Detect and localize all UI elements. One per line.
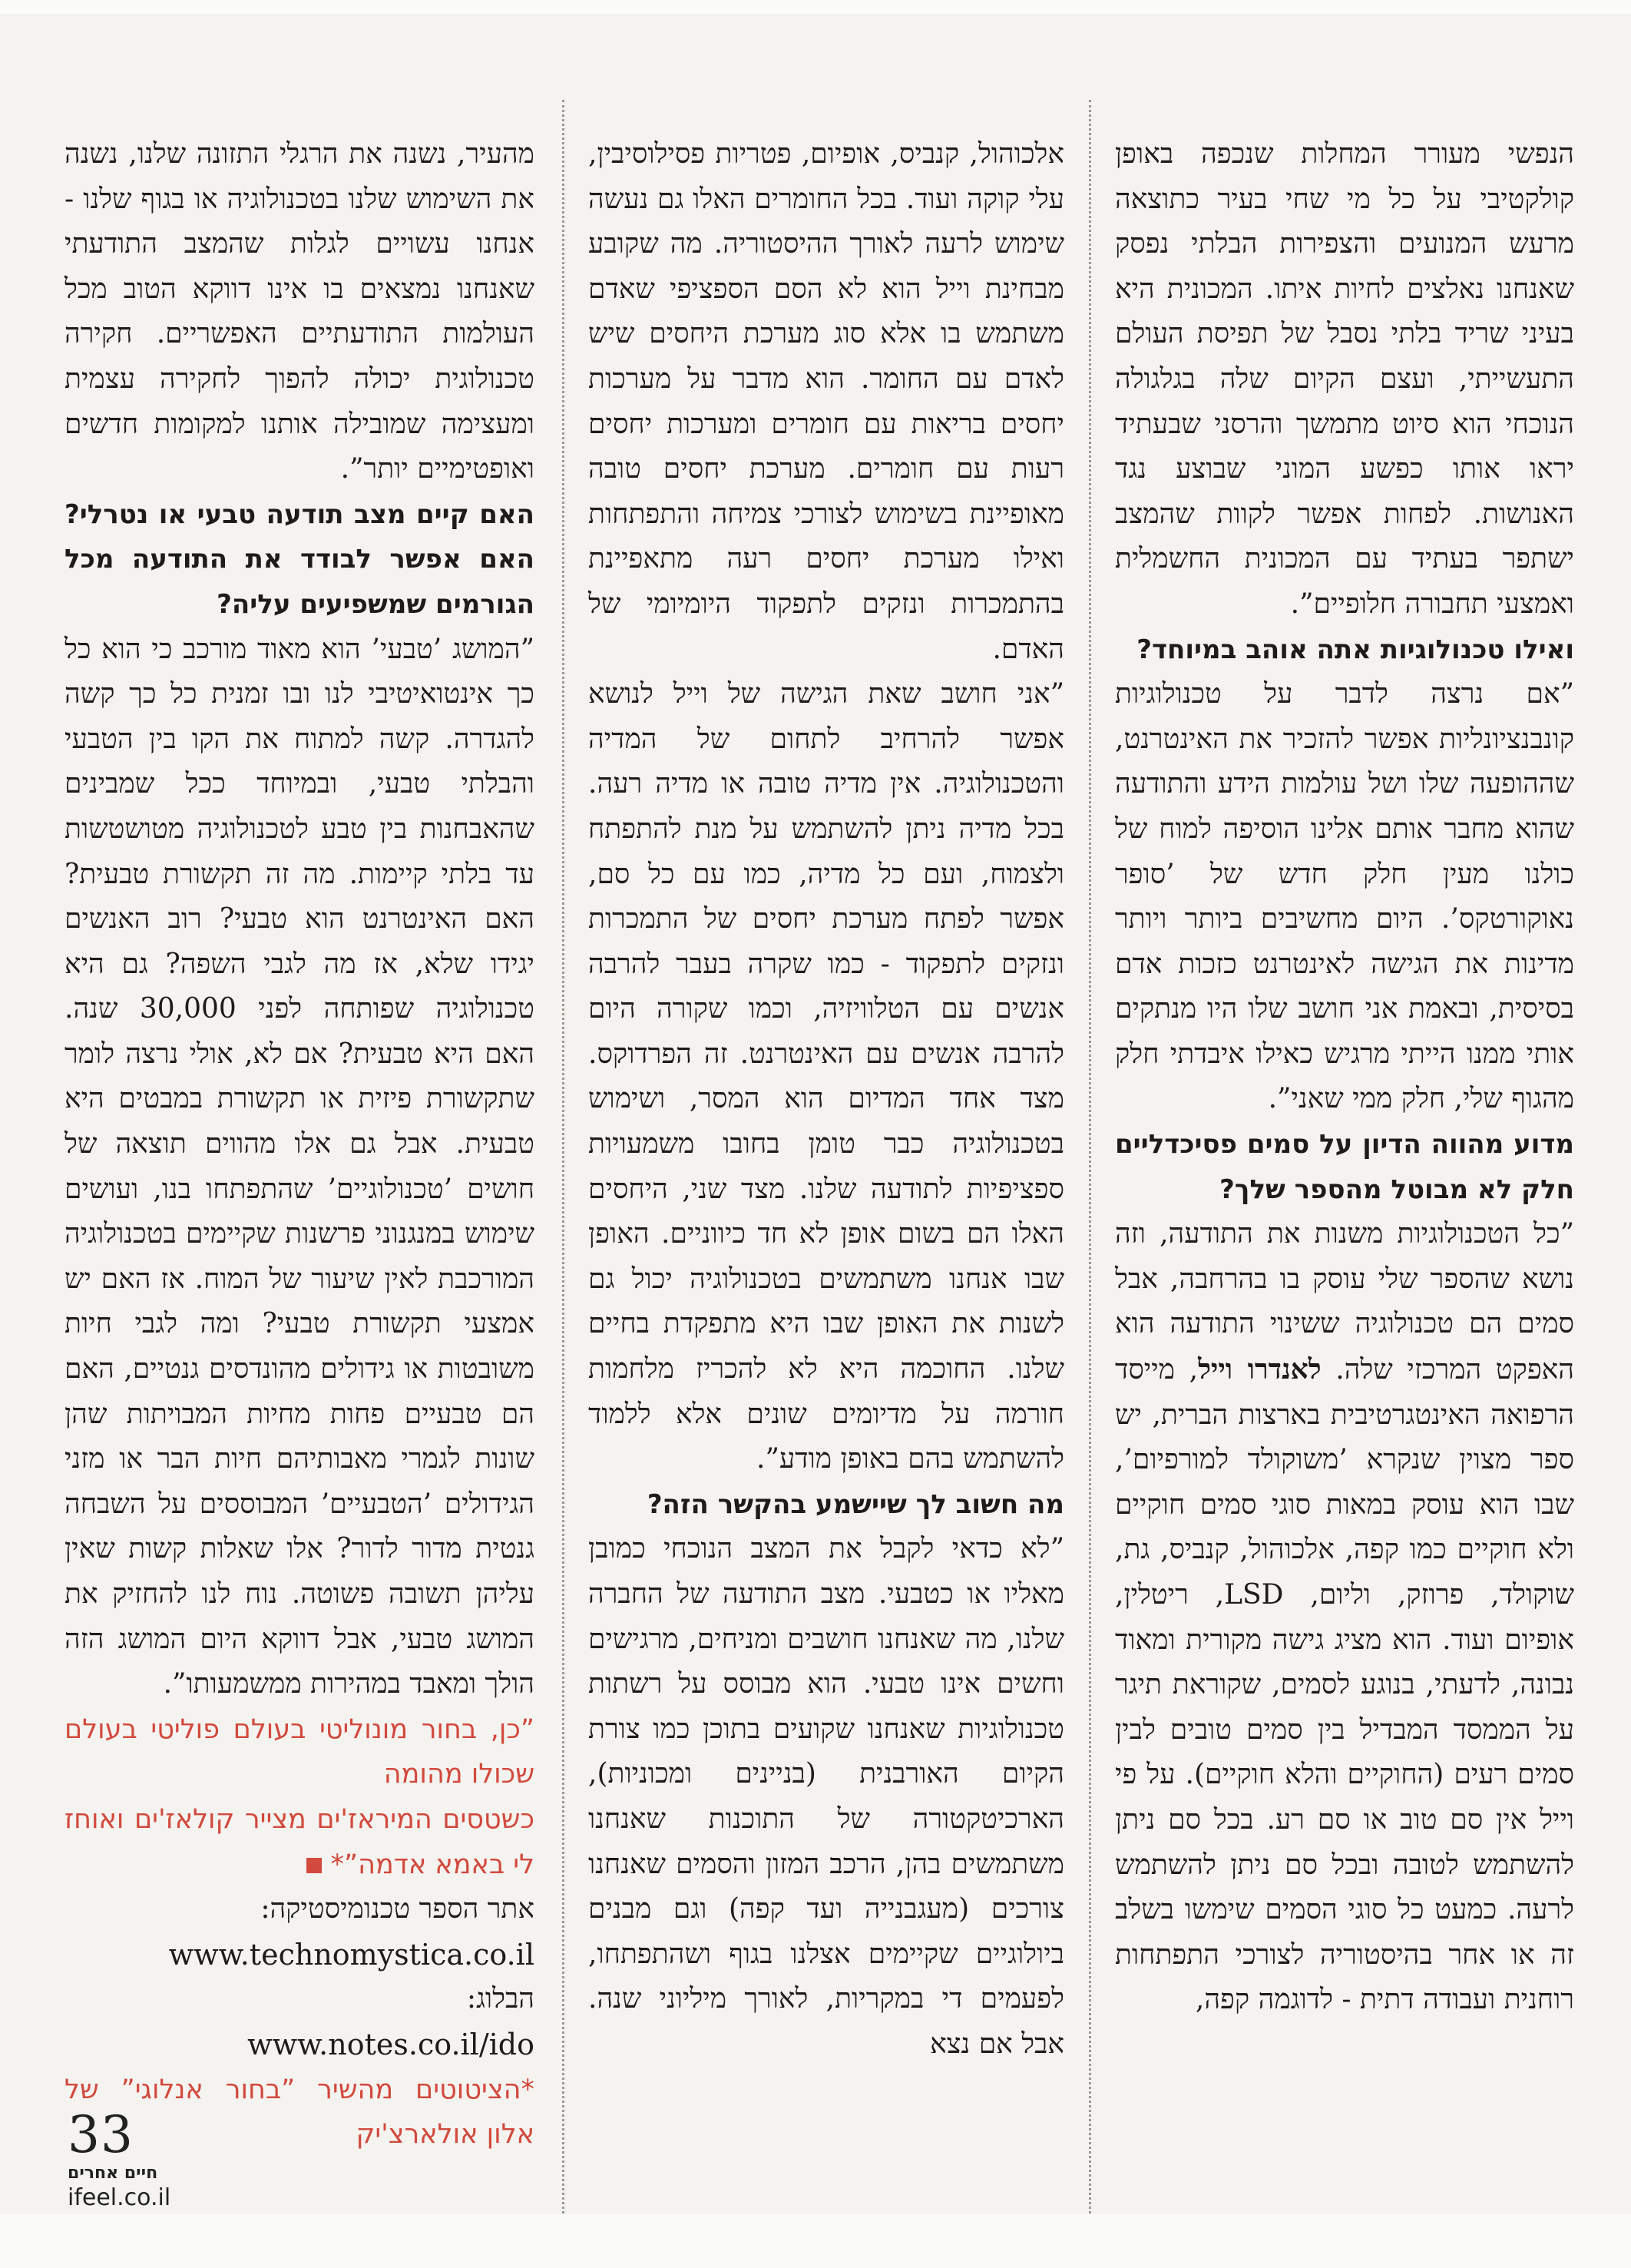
magazine-website[interactable]: ifeel.co.il <box>68 2184 171 2211</box>
article-column-right <box>1115 132 1574 2052</box>
paragraph: הנפשי מעורר המחלות שנכפה באופן קולקטיבי על כל מי שחי בעיר כתוצאה מרעש המנועים והצפירות הבלתי נפסק שאנחנו נאלצים לחיות איתו. המכונית היא בעיני שריד בלתי נסבל של תפיסת העולם התעשייתי, ועצם הקיום שלה בגלגולה הנוכחי הוא סיוט מתמשך והרסני שבעתיד יראו אותו כפשע המוני שבוצע נגד האנושות. לפחות אפשר לקוות שהמצב ישתפר בעתיד עם המכונית החשמלית ואמצעי תחבורה חלופיים”. <box>1115 138 1574 620</box>
person-name: לאנדרו וייל <box>1198 1353 1322 1386</box>
paragraph: מהעיר, נשנה את הרגלי התזונה שלנו, נשנה את השימוש שלנו בטכנולוגיה או בגוף שלנו - אנחנו עשויים לגלות שהמצב התודעתי שאנחנו נמצאים בו אינו דווקא הטוב מכל העולמות התודעתיים האפשריים. חקירה טכנולוגית יכולה להפוך לחקירה עצמית ומעצימה שמובילה אותנו למקומות חדשים ואופטימיים יותר”. <box>65 138 534 485</box>
song-quote-text: כשטסים המיראז'ים מצייר קולאז'ים ואוחז לי באמא אדמה”* <box>65 1803 534 1880</box>
song-quote <box>65 1797 534 1887</box>
paragraph <box>1115 1212 1574 2023</box>
interview-question: מה חשוב לך שיישמע בהקשר הזה? <box>647 1488 1064 1520</box>
site-url-link[interactable]: www.technomystica.co.il <box>168 1937 534 1972</box>
interview-question: האם קיים מצב תודעה טבעי או נטרלי? האם אפשר לבודד את התודעה מכל הגורמים שמשפיעים עליה? <box>65 498 534 620</box>
paragraph: ”אם נרצה לדבר על טכנולוגיות קונבנציונליות אפשר להזכיר את האינטרנט, שההופעה שלו ושל עולמות הידע והתודעה שהוא מחבר אותם אלינו הוסיפה למוח של כולנו מעין חלק חדש של ’סופר נאוקורטקס’. היום מחשיבים ביותר ויותר מדינות את הגישה לאינטרנט כזכות אדם בסיסית, ובאמת אני חושב שלו היו מנתקים אותי ממנו הייתי מרגיש כאילו איבדתי חלק מהגוף שלי, חלק ממי שאני”. <box>1115 678 1574 1115</box>
paragraph: ”אני חושב שאת הגישה של וייל לנושא אפשר להרחיב לתחום של המדיה והטכנולוגיה. אין מדיה טובה או מדיה רעה. בכל מדיה ניתן להשתמש על מנת להתפתח ולצמוח, ועם כל מדיה, כמו עם כל סם, אפשר לפתח מערכת יחסים של התמכרות ונזקים לתפקוד - כמו שקרה בעבר להרבה אנשים עם הטלוויזיה, וכמו שקורה היום להרבה אנשים עם האינטרנט. זה הפרדוקס. מצד אחד המדיום הוא המסר, ושימוש בטכנולוגיה כבר טומן בחובו משמעויות ספציפיות לתודעה שלנו. מצד שני, היחסים האלו הם בשום אופן לא חד כיווניים. האופן שבו אנחנו משתמשים בטכנולוגיה יכול גם לשנות את האופן שבו היא מתפקדת בחיים שלנו. החוכמה היא לא להכריז מלחמות חורמה על מדיומים שונים אלא ללמוד להשתמש בהם באופן מודע”. <box>588 678 1064 1475</box>
article-column-middle <box>588 132 1064 2060</box>
column-divider <box>562 100 564 2227</box>
paragraph: אלכוהול, קנביס, אופיום, פטריות פסילוסיבין, עלי קוקה ועוד. בכל החומרים האלו גם נעשה שימוש לרעה לאורך ההיסטוריה. מה שקובע מבחינת וייל הוא לא הסם הספציפי שאדם משתמש בו אלא סוג מערכת היחסים שיש לאדם עם החומר. הוא מדבר על מערכות יחסים בריאות עם חומרים ומערכות יחסים רעות עם חומרים. מערכת יחסים טובה מאופיינת בשימוש לצורכי צמיחה והתפתחות ואילו מערכת יחסים רעה מתאפיינת בהתמכרות ונזקים לתפקוד היומיומי של האדם. <box>588 138 1064 665</box>
page-top-edge <box>0 0 1631 14</box>
song-quote: ”כן, בחור מונוליטי בעולם פוליטי בעולם שכולו מהומה <box>65 1713 534 1790</box>
page-number: 33 <box>68 2105 134 2164</box>
paragraph: ”המושג ’טבעי’ הוא מאוד מורכב כי הוא כל כך אינטואיטיבי לנו ובו זמנית כל כך קשה להגדרה. קשה למתוח את הקו בין הטבעי והבלתי טבעי, ובמיוחד ככל שמבינים שהאבחנות בין טבע לטכנולוגיה מטושטשות עד בלתי קיימות. מה זה תקשורת טבעית? האם האינטרנט הוא טבעי? רוב האנשים יגידו שלא, אז מה לגבי השפה? גם היא טכנולוגיה שפותחה לפני 30,000 שנה. האם היא טבעית? אם לא, אולי נרצה לומר שתקשורת פיזית או תקשורת במבטים היא טבעית. אבל גם אלו מהווים תוצאה של חושים ’טכנולוגיים’ שהתפתחו בנו, ועושים שימוש במנגנוני פרשנות שקיימים בטכנולוגיה המורכבת לאין שיעור של המוח. אז האם יש אמצעי תקשורת טבעי? ומה לגבי חיות משובטות או גידולים מהונדסים גנטיים, האם הם טבעיים פחות מחיות המבויתות שהן שונות לגמרי מאבותיהם חיות הבר או מזני הגידולים ’הטבעיים’ המבוססים על השבחה גנטית מדור לדור? אלו שאלות קשות שאין עליהן תשובה פשוטה. נוח לנו להחזיק את המושג טבעי, אבל דווקא היום המושג הזה הולך ומאבד במהירות ממשמעותו”. <box>65 633 534 1700</box>
page-folio <box>68 2105 190 2211</box>
blog-url-link[interactable]: www.notes.co.il/ido <box>247 2027 534 2061</box>
site-label: אתר הספר טכנומיסטיקה: <box>260 1893 534 1925</box>
blog-label: הבלוג: <box>466 1983 534 2015</box>
interview-question: ואילו טכנולוגיות אתה אוהב במיוחד? <box>1136 634 1574 665</box>
paragraph-text: , מייסד הרפואה האינטגרטיבית בארצות הברית, יש ספר מצוין שנקרא ’משוקולד למורפיום’, שבו הוא עוסק במאות סוגי סמים חוקיים ולא חוקיים כמו קפה, אלכוהול, קנביס, גת, שוקולד, פרוזק, וליום, LSD, ריטלין, אופיום ועוד. הוא מציג גישה מקורית ומאוד נבונה, לדעתי, בנוגע לסמים, שקוראת תיגר על הממסד המבדיל בין סמים טובים לבין סמים רעים (החוקיים והלא חוקיים). על פי וייל אין סם טוב או סם רע. בכל סם ניתן להשתמש לטובה ובכל סם ניתן להשתמש לרעה. כמעט כל סוגי הסמים שימשו בשלב זה או אחר בהיסטוריה לצורכי התפתחות רוחנית ועבודה דתית - לדוגמה קפה, <box>1115 1354 1574 2016</box>
end-mark-icon <box>306 1858 322 1873</box>
page-bottom-edge <box>0 2214 1631 2268</box>
paragraph-text: ”כל הטכנולוגיות משנות את התודעה, וזה נושא שהספר שלי עוסק בו בהרחבה, אבל סמים הם טכנולוגיה ששינוי התודעה הוא האפקט המרכזי שלה. <box>1115 1218 1574 1386</box>
column-divider <box>1089 100 1091 2227</box>
footnote: *הציטוטים מהשיר ”בחור אנלוגי” של אלון אולארצ'יק <box>65 2074 534 2150</box>
paragraph: ”לא כדאי לקבל את המצב הנוכחי כמובן מאליו או כטבעי. מצב התודעה של החברה שלנו, מה שאנחנו חושבים ומניחים, מרגישים וחשים אינו טבעי. הוא מבוסס על רשתות טכנולוגיות שאנחנו שקועים בתוכן כמו צורת הקיום האורבנית (בניינים ומכוניות), הארכיטקטורה של התוכנות שאנחנו משתמשים בהן, הרכב המזון והסמים שאנחנו צורכים (מעגבנייה ועד קפה) וגם מבנים ביולוגיים שקיימים אצלנו בגוף ושהתפתחו, לפעמים די במקריות, לאורך מיליוני שנה. אבל אם נצא <box>588 1533 1064 2060</box>
interview-question: מדוע מהווה הדיון על סמים פסיכדליים חלק לא מבוטל מהספר שלך? <box>1115 1129 1574 1205</box>
magazine-logo: חיים אחרים <box>68 2164 158 2183</box>
